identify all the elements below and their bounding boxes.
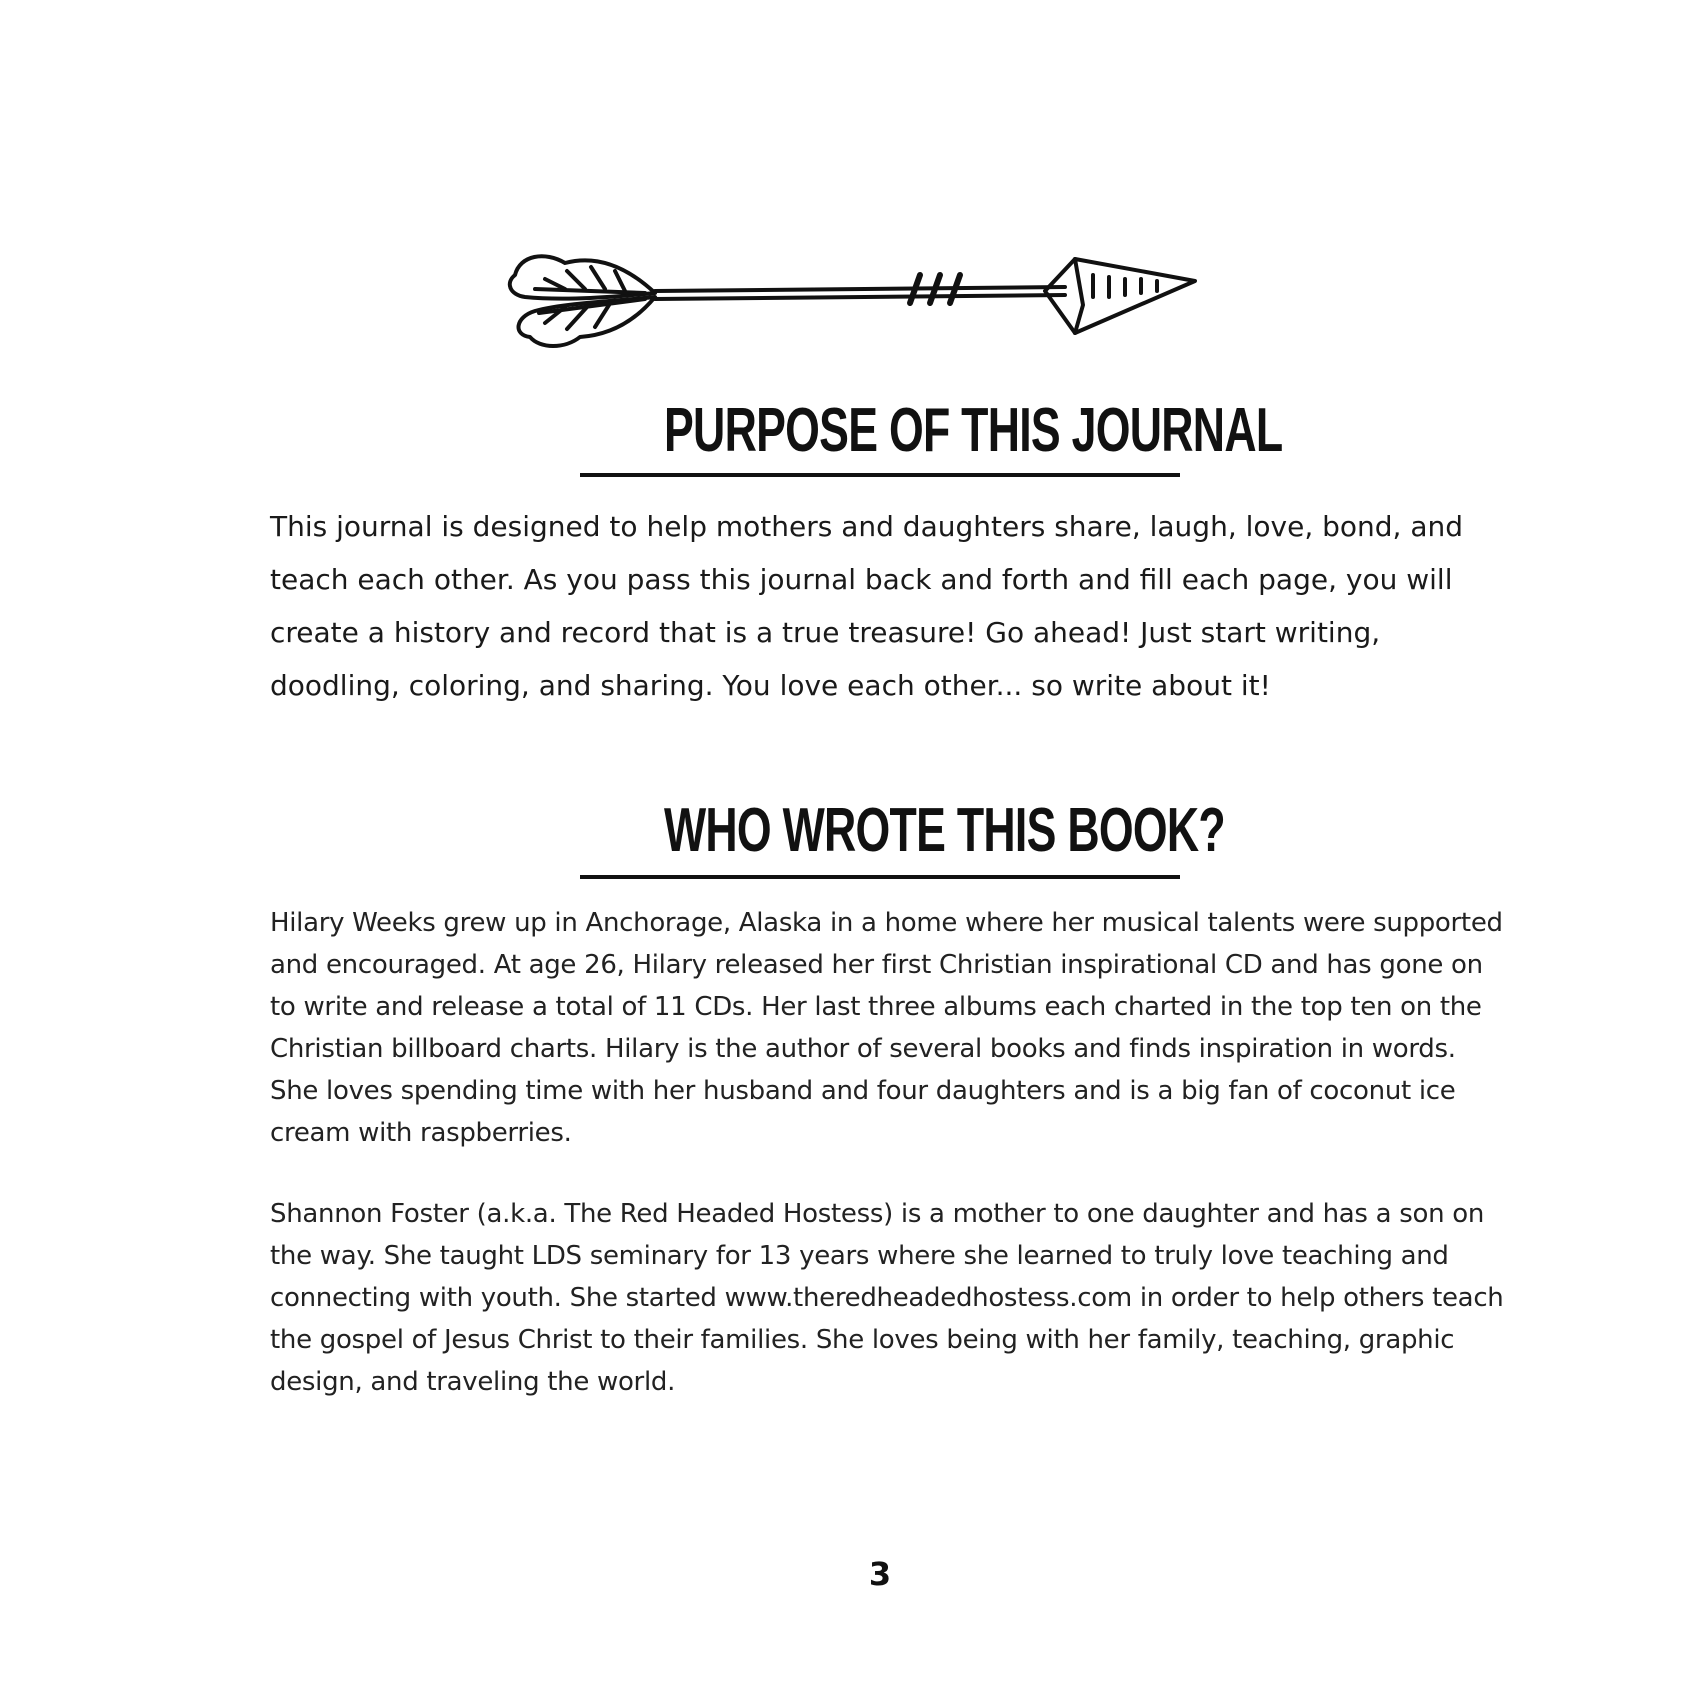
purpose-paragraph: This journal is designed to help mothers and daughters share, laugh, love, bond, and teach each other. As you pass this journal back and forth and fill each page, you will create a history and record that is a true treasure! Go ahead! Just start writing, doodling, coloring, and sharing. You love each other... so write about it! [270,510,1464,702]
author-bio-shannon: Shannon Foster (a.k.a. The Red Headed Hostess) is a mother to one daughter and has a son on the way. She taught LDS seminary for 13 years where she learned to truly love teaching and connecting with youth. She started www.theredheadedhostess.com in order to help others teach the gospel of Jesus Christ to their families. She loves being with her family, teaching, graphic design, and traveling the world. [270,1199,1504,1397]
arrow-icon [505,245,1205,355]
author-bio-hilary: Hilary Weeks grew up in Anchorage, Alaska in a home where her musical talents were supported and encouraged. At age 26, Hilary released her first Christian inspirational CD and has gone on to write and release a total of 11 CDs. Her last three albums each charted in the top ten on the Christian billboard charts. Hilary is the author of several books and finds inspiration in words. She loves spending time with her husband and four daughters and is a big fan of coconut ice cream with raspberries. [270,908,1503,1148]
heading-underline [580,473,1180,477]
heading-underline [580,875,1180,879]
page-number: 3 [868,1555,892,1593]
section-heading-purpose: PURPOSE OF THIS JOURNAL [664,396,1283,465]
section-heading-authors: WHO WROTE THIS BOOK? [664,796,1225,865]
